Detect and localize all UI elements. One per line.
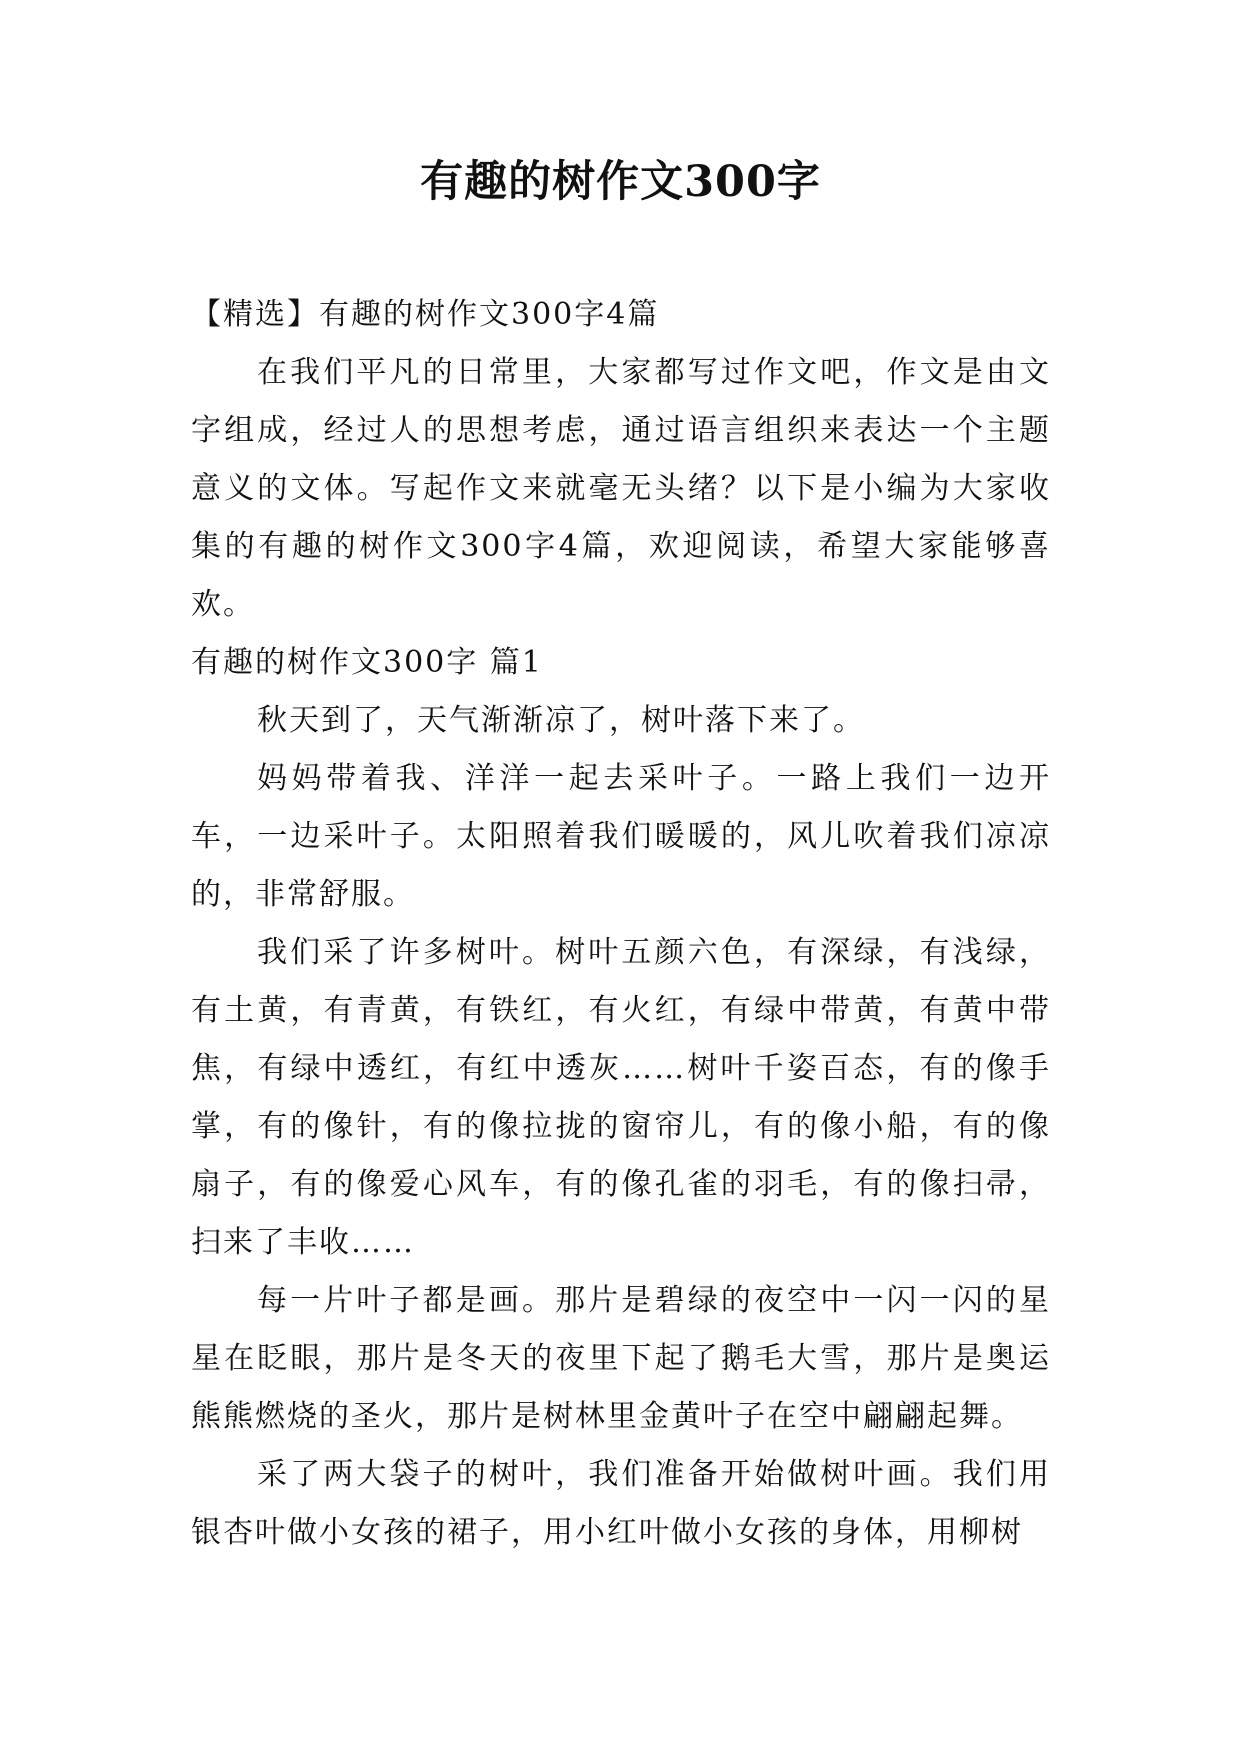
body-paragraph: 我们采了许多树叶。树叶五颜六色，有深绿，有浅绿，有土黄，有青黄，有铁红，有火红，有绿中带黄，有黄中带焦，有绿中透红，有红中透灰……树叶千姿百态，有的像手掌，有的像针，有的像拉拢的窗帘儿，有的像小船，有的像扇子，有的像爱心风车，有的像孔雀的羽毛，有的像扫帚，扫来了丰收…… bbox=[191, 935, 1051, 1260]
body-paragraph: 秋天到了，天气渐渐凉了，树叶落下来了。 bbox=[257, 703, 865, 738]
body-paragraph: 每一片叶子都是画。那片是碧绿的夜空中一闪一闪的星星在眨眼，那片是冬天的夜里下起了鹅毛大雪，那片是奥运熊熊燃烧的圣火，那片是树林里金黄叶子在空中翩翩起舞。 bbox=[191, 1283, 1051, 1434]
document-title: 有趣的树作文300字 bbox=[420, 157, 821, 207]
body-paragraph: 采了两大袋子的树叶，我们准备开始做树叶画。我们用银杏叶做小女孩的裙子，用小红叶做小女孩的身体，用柳树 bbox=[191, 1457, 1051, 1550]
document-body bbox=[191, 286, 1051, 1562]
document-subtitle: 【精选】有趣的树作文300字4篇 bbox=[191, 297, 660, 332]
section-heading: 有趣的树作文300字 篇1 bbox=[191, 645, 543, 680]
body-paragraph: 妈妈带着我、洋洋一起去采叶子。一路上我们一边开车，一边采叶子。太阳照着我们暖暖的，风儿吹着我们凉凉的，非常舒服。 bbox=[191, 761, 1051, 912]
intro-paragraph: 在我们平凡的日常里，大家都写过作文吧，作文是由文字组成，经过人的思想考虑，通过语言组织来表达一个主题意义的文体。写起作文来就毫无头绪？以下是小编为大家收集的有趣的树作文300字4篇，欢迎阅读，希望大家能够喜欢。 bbox=[191, 355, 1051, 622]
